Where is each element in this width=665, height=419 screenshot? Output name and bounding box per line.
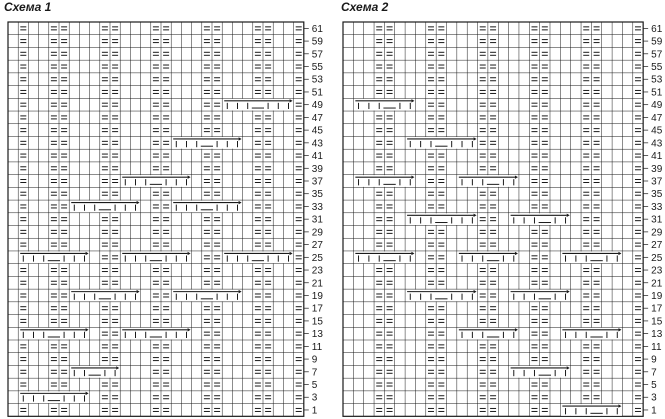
cable-symbol [354,175,415,187]
row-number: 43 [311,138,323,150]
row-number: 49 [651,100,663,112]
row-number: 31 [651,214,663,226]
row-number: 17 [651,303,663,315]
row-number: 5 [311,380,318,392]
row-number: 37 [311,176,323,188]
row-number: 19 [311,290,323,302]
row-number: 27 [651,240,663,252]
cable-symbol [406,213,477,225]
row-number: 13 [311,329,323,341]
cable-symbol [172,290,242,302]
row-number: 13 [651,329,663,341]
row-number: 25 [311,252,323,264]
row-number: 41 [651,151,663,163]
row-number: 3 [651,392,657,404]
row-number: 57 [651,49,663,61]
row-number: 17 [311,303,323,315]
row-number: 31 [311,214,323,226]
scheme-1-title: Схема 1 [4,0,52,14]
cable-symbol [509,366,570,378]
cable-symbol [406,290,477,302]
row-number: 33 [311,201,323,213]
cable-symbol [354,251,415,263]
cable-symbol [19,328,89,340]
row-number: 23 [311,265,323,277]
row-number: 39 [651,163,663,175]
row-number: 5 [651,380,657,392]
row-number: 41 [311,151,323,163]
cable-symbol [457,251,518,263]
row-number: 61 [651,23,663,35]
row-number: 61 [311,23,323,35]
cable-symbol [509,213,570,225]
scheme-2-title: Схема 2 [341,0,389,14]
row-number: 7 [651,367,657,379]
row-number: 27 [311,240,323,252]
row-number: 3 [311,392,318,404]
cable-symbol [223,99,293,111]
row-number: 1 [311,405,318,417]
row-number: 11 [311,341,323,353]
row-number: 55 [311,62,323,74]
cable-symbol [354,99,415,111]
row-number: 11 [651,341,662,353]
row-number: 47 [651,112,663,124]
cable-symbol [509,290,570,302]
cable-symbol [121,328,191,340]
row-number: 51 [311,87,323,99]
row-number: 23 [651,265,663,277]
row-number: 19 [651,290,663,302]
row-number: 43 [651,138,663,150]
cable-symbol [19,391,89,403]
scheme-2-grid [343,22,663,416]
cable-symbol [172,137,242,149]
row-number: 57 [311,49,323,61]
row-number: 59 [311,36,323,48]
row-number: 9 [651,354,657,366]
row-number: 55 [651,62,663,74]
row-number: 35 [311,189,323,201]
cable-symbol [561,328,622,340]
row-number: 59 [651,36,663,48]
row-number: 9 [311,354,318,366]
row-number: 25 [651,252,663,264]
cable-symbol [561,251,622,263]
row-number: 37 [651,176,663,188]
row-number: 51 [651,87,663,99]
cable-symbol [19,251,89,263]
row-number: 45 [651,125,663,137]
row-number: 47 [311,112,323,124]
row-number: 21 [311,278,323,290]
row-number: 45 [311,125,323,137]
row-number: 53 [651,74,663,86]
row-number: 15 [651,316,663,328]
row-number: 33 [651,201,663,213]
cable-symbol [121,251,191,263]
cable-symbol [561,404,622,416]
row-number: 29 [651,227,663,239]
row-number: 1 [651,405,657,417]
row-number: 21 [651,278,663,290]
cable-symbol [223,251,293,263]
row-number: 29 [311,227,323,239]
row-number: 49 [311,100,323,112]
cable-symbol [172,201,242,213]
cable-symbol [121,175,191,187]
cable-symbol [70,290,140,302]
cable-symbol [70,201,140,213]
cable-symbol [70,366,120,378]
row-number: 53 [311,74,323,86]
scheme-1-grid [8,22,323,416]
cable-symbol [457,175,518,187]
row-number: 39 [311,163,323,175]
row-number: 35 [651,189,663,201]
cable-symbol [457,328,518,340]
row-number: 7 [311,367,318,379]
row-number: 15 [311,316,323,328]
cable-symbol [406,137,477,149]
